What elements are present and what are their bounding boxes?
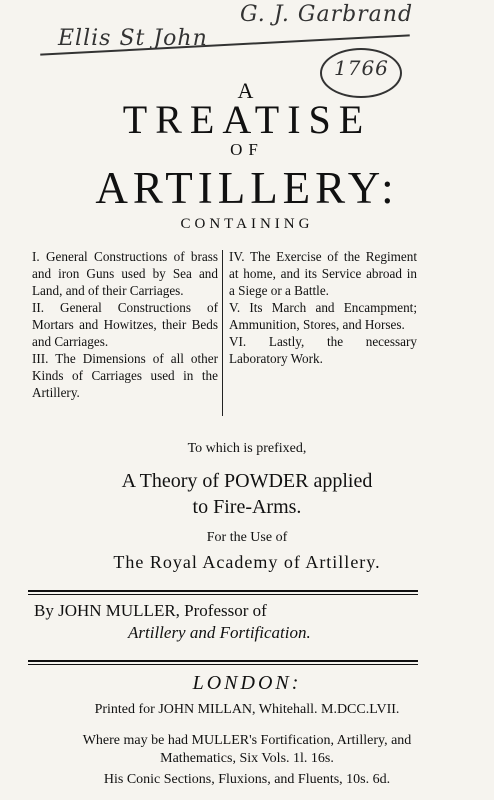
title-artillery: ARTILLERY:: [95, 163, 399, 213]
handwritten-inscription-left: Ellis St John: [58, 26, 208, 51]
rule: [28, 664, 418, 665]
title-containing: CONTAINING: [180, 216, 314, 232]
contents-item: III. The Dimensions of all other Kinds of Carriages used in the Artillery.: [32, 351, 218, 400]
contents-left-column: [32, 248, 218, 401]
handwritten-inscription-top: G. J. Garbrand: [240, 2, 414, 27]
column-divider: [222, 250, 223, 416]
rule: [28, 590, 418, 592]
rule: [28, 660, 418, 662]
imprint-where-line-2: Mathematics, Six Vols. 1l. 16s.: [160, 751, 334, 766]
title-treatise: TREATISE: [122, 97, 372, 142]
imprint-conic: His Conic Sections, Fluxions, and Fluents, 10s. 6d.: [103, 772, 391, 787]
contents-item: IV. The Exercise of the Regiment at home, and its Service abroad in a Siege or a Battle.: [229, 249, 417, 298]
contents-item: VI. Lastly, the necessary Laboratory Work.: [229, 334, 417, 366]
contents-item: I. General Constructions of brass and iron Guns used by Sea and Land, and of their Carriages.: [32, 249, 218, 298]
contents-right-column: [229, 248, 417, 367]
contents-item: II. General Constructions of Mortars and Howitzes, their Beds and Carriages.: [32, 300, 218, 349]
rule: [28, 594, 418, 595]
imprint-london: LONDON:: [192, 672, 302, 694]
author-block: [34, 600, 414, 644]
royal-academy-line: The Royal Academy of Artillery.: [113, 552, 381, 572]
handwritten-number: 1766: [334, 56, 389, 80]
author-line-2: Artillery and Fortification.: [128, 623, 311, 642]
for-the-use-line: For the Use of: [206, 530, 288, 545]
imprint-printed: Printed for JOHN MILLAN, Whitehall. M.DCC.LVII.: [94, 702, 400, 717]
theory-line-1: A Theory of POWDER applied: [121, 470, 373, 492]
theory-line-2: to Fire-Arms.: [192, 496, 302, 518]
author-line-1: By JOHN MULLER, Professor of: [34, 601, 267, 620]
imprint-where-line-1: Where may be had MULLER's Fortification, Artillery, and: [82, 733, 412, 748]
contents-item: V. Its March and Encampment; Ammunition, Stores, and Horses.: [229, 300, 417, 332]
title-a: A: [237, 78, 257, 103]
title-of: OF: [230, 140, 264, 159]
prefixed-line: To which is prefixed,: [187, 441, 307, 456]
